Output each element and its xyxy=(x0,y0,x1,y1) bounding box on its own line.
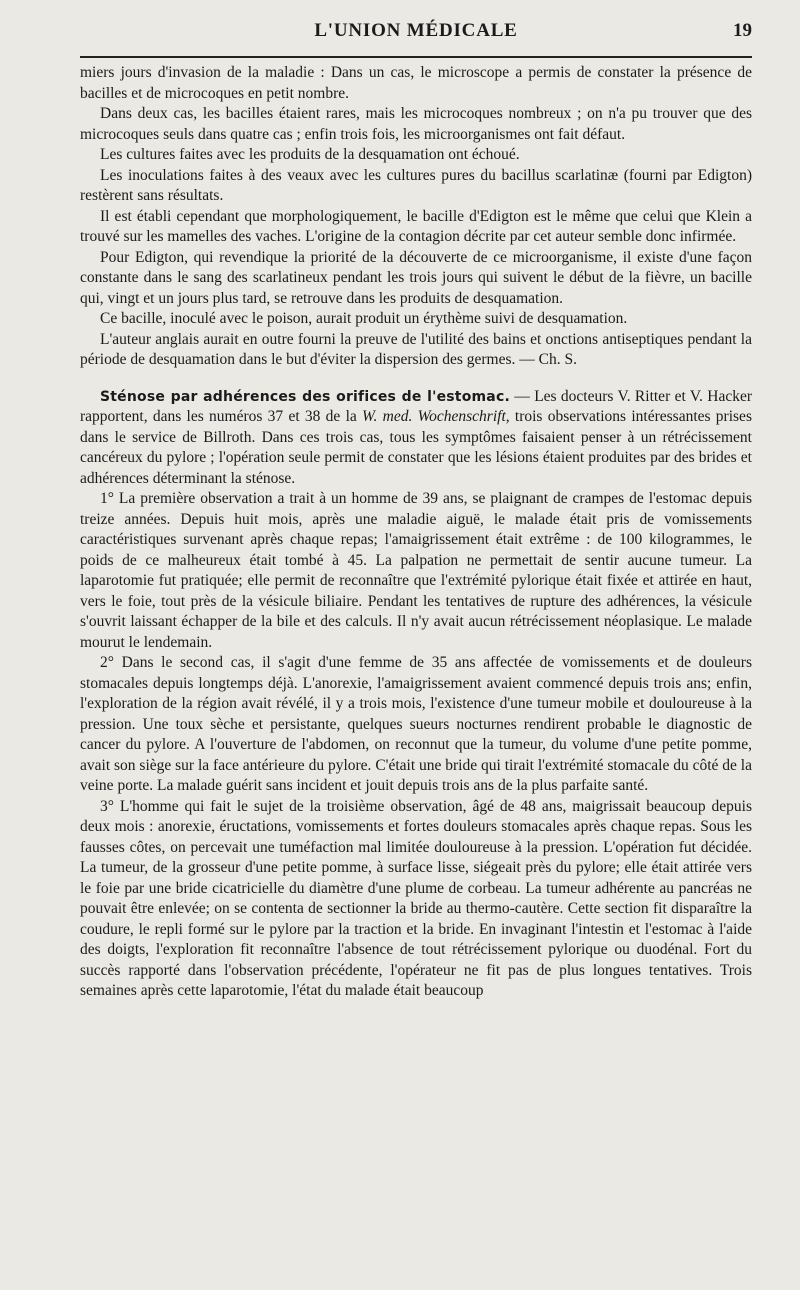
paragraph: Les inoculations faites à des veaux avec les cultures pures du bacillus scarlatinæ (fourni par Edigton) restèrent sans résultats. xyxy=(80,166,752,204)
paragraph: L'auteur anglais aurait en outre fourni la preuve de l'utilité des bains et onctions antiseptiques pendant la période de desquamation dans le but d'éviter la dispersion des germes. — Ch. S. xyxy=(80,330,752,368)
running-title: L'UNION MÉDICALE xyxy=(314,20,518,41)
text-run: — Les docteurs V. Ritter et V. Hacker rapportent, dans les numéros 37 et 38 de la xyxy=(80,387,753,425)
section-title: Sténose par adhérences des orifices de l'estomac. xyxy=(100,388,510,405)
paragraph: Les cultures faites avec les produits de la desquamation ont échoué. xyxy=(100,146,520,163)
paragraph: 1° La première observation a trait à un homme de 39 ans, se plaignant de crampes de l'estomac depuis treize années. Depuis huit mois, après une maladie aiguë, le malade était pris de vomissements caractéristiques survenant après chaque repas; l'amaigrissement était extrême : de 100 kilogrammes, le poids de ce malheureux était tombé à 45. La palpation ne permettait de sentir aucune tumeur. La laparotomie fut pratiquée; elle permit de reconnaître que l'extrémité pylorique était fixée et attirée en haut, vers le foie, tout près de la vésicule biliaire. Pendant les tentatives de rupture des adhérences, la vésicule s'ouvrit laissant échapper de la bile et des calculs. Il n'y avait aucun rétrécissement néoplasique. Le malade mourut le lendemain. xyxy=(80,490,752,651)
paragraph: miers jours d'invasion de la maladie : Dans un cas, le microscope a permis de constater la présence de bacilles et de microcoques en petit nombre. xyxy=(80,64,752,102)
paragraph: Pour Edigton, qui revendique la priorité de la découverte de ce microorganisme, il existe d'une façon constante dans le sang des scarlatineux pendant les trois jours qui suivent le début de la fièvre, un bacille qui, vingt et un jours plus tard, se retrouve dans les produits de desquamation. xyxy=(80,248,752,307)
paragraph: 2° Dans le second cas, il s'agit d'une femme de 35 ans affectée de vomissements et de douleurs stomacales depuis longtemps déjà. L'anorexie, l'amaigrissement avaient commencé depuis trois ans; enfin, l'exploration de la région avait révélé, il y a trois mois, l'existence d'une tumeur mobile et douloureuse à la pression. Une toux sèche et persistante, quelques sueurs nocturnes rendirent probable le diagnostic de cancer du pylore. A l'ouverture de l'abdomen, on reconnut que la tumeur, du volume d'une petite pomme, avait son siège sur la face antérieure du pylore. C'était une bride qui tirait l'extrémité stomacale du côté de la veine porte. La malade guérit sans incident et jouit depuis trois ans de la plus parfaite santé. xyxy=(80,654,752,794)
article-body xyxy=(80,63,752,1002)
paragraph: Ce bacille, inoculé avec le poison, aurait produit un érythème suivi de desquamation. xyxy=(100,310,628,327)
paragraph: Il est établi cependant que morphologiquement, le bacille d'Edigton est le même que celui que Klein a trouvé sur les mamelles des vaches. L'origine de la contagion décrite par cet auteur semble donc infirmée. xyxy=(80,207,752,245)
paragraph: Dans deux cas, les bacilles étaient rares, mais les microcoques nombreux ; on n'a pu trouver que des microcoques seuls dans quatre cas ; enfin trois fois, les microorganismes ont fait défaut. xyxy=(80,105,752,143)
page-number: 19 xyxy=(733,20,752,41)
header-rule xyxy=(80,56,752,58)
page-header xyxy=(80,16,752,52)
text-run: trois observations intéressantes prises dans le service de Billroth. Dans ces trois cas, tous les symptômes faisaient penser à un rétrécissement cancéreux du pylore ; l'opération seule permit de constater que les lésions étaient produites par des brides et adhérences déterminant la sténose. xyxy=(80,408,752,487)
paragraph: 3° L'homme qui fait le sujet de la troisième observation, âgé de 48 ans, maigrissait beaucoup depuis deux mois : anorexie, éructations, vomissements et fortes douleurs stomacales après chaque repas. Sous les fausses côtes, on percevait une tuméfaction mal limitée douloureuse à la pression. L'opération fut décidée. La tumeur, de la grosseur d'une petite pomme, à surface lisse, siégeait près du pylore; elle était attirée vers le foie par une bride cicatricielle du diamètre d'une plume de corbeau. La tumeur adhérente au pancréas ne pouvait être enlevée; on se contenta de sectionner la bride au thermo-cautère. Cette section fit disparaître la coudure, le repli formé sur le pylore par la traction et la bride. En invaginant l'intestin et l'estomac à l'aide des doigts, l'exploration fit reconnaître l'absence de tout rétrécissement pylorique ou duodénal. Fort du succès rapporté dans l'observation précédente, l'opérateur ne fit pas de plus longues tentatives. Trois semaines après cette laparotomie, l'état du malade était beaucoup xyxy=(80,797,752,999)
paragraph xyxy=(80,387,752,490)
journal-title: W. med. Wochenschrift, xyxy=(362,408,510,425)
